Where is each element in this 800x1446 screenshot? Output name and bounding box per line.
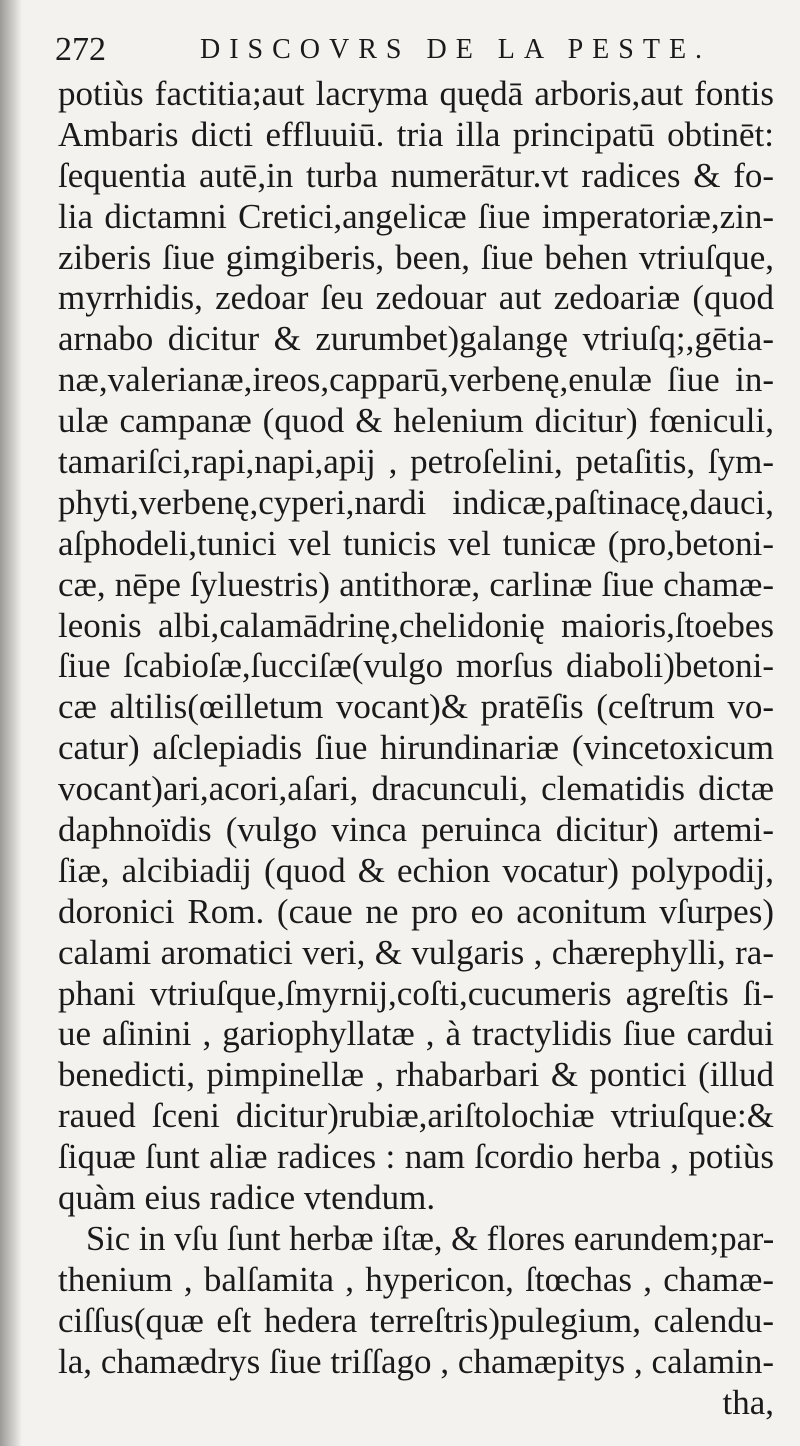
text-line: ſiquæ ſunt aliæ radices : nam ſcordio herba , potiùs <box>58 1137 774 1177</box>
text-line: phyti,verbenę,cyperi,nardi indicæ,paſtinacę,dauci, <box>58 482 774 522</box>
text-line: aſphodeli,tunici vel tunicis vel tunicæ (pro,betoni- <box>58 523 774 563</box>
text-line: ſiue ſcabioſæ,ſucciſæ(vulgo morſus diaboli)betoni- <box>58 646 774 686</box>
text-line: ulæ campanæ (quod & helenium dicitur) fœniculi, <box>58 401 774 441</box>
text-line: vocant)ari,acori,aſari, dracunculi, clematidis dictæ <box>58 769 774 809</box>
text-line: phani vtriuſque,ſmyrnij,coſti,cucumeris agreſtis ſi- <box>58 973 774 1013</box>
text-line: raued ſceni dicitur)rubiæ,ariſtolochiæ vtriuſque:& <box>58 1096 774 1136</box>
text-line: ſiæ, alcibiadij (quod & echion vocatur) polypodij, <box>58 850 774 890</box>
text-line: ſequentia autē,in turba numerātur.vt radices & fo- <box>58 155 774 195</box>
text-line: Ambaris dicti effluuiū. tria illa principatū obtinēt: <box>58 114 774 154</box>
text-line: doronici Rom. (caue ne pro eo aconitum vſurpes) <box>58 891 774 931</box>
paragraph-start-line: Sic in vſu ſunt herbæ iſtæ, & flores earundem;par- <box>86 1219 774 1258</box>
text-line: benedicti, pimpinellæ , rhabarbari & pontici (illud <box>58 1055 774 1095</box>
text-line: cæ, nēpe ſyluestris) antithoræ, carlinæ ſiue chamæ- <box>58 564 774 604</box>
page-header <box>55 26 775 70</box>
text-line: calami aromatici veri, & vulgaris , chærephylli, ra- <box>58 932 774 972</box>
text-line: myrrhidis, zedoar ſeu zedouar aut zedoariæ (quod <box>58 278 774 318</box>
text-line: arnabo dicitur & zurumbet)galangę vtriuſq;,gētia- <box>58 319 774 359</box>
text-line: tamariſci,rapi,napi,apij , petroſelini, petaſitis, ſym- <box>58 442 774 482</box>
text-line: daphnoïdis (vulgo vinca peruinca dicitur) artemi- <box>58 810 774 850</box>
page-number: 272 <box>55 31 106 68</box>
text-line: lia dictamni Cretici,angelicæ ſiue imperatoriæ,zin- <box>58 196 774 236</box>
text-line: ciſſus(quæ eſt hedera terreſtris)pulegium, calendu- <box>58 1300 774 1340</box>
text-line: ziberis ſiue gimgiberis, been, ſiue behen vtriuſque, <box>58 237 774 277</box>
running-head: DISCOVRS DE LA PESTE. <box>200 34 712 65</box>
text-line: leonis albi,calamādrinę,chelidonię maioris,ſtoebes <box>58 605 774 645</box>
catchword: tha, <box>722 1382 774 1422</box>
text-line: catur) aſclepiadis ſiue hirundinariæ (vincetoxicum <box>58 728 774 768</box>
text-line: potiùs factitia;aut lacryma quędā arboris,aut fontis <box>58 74 774 113</box>
text-line: cæ altilis(œilletum vocant)& pratēſis (ceſtrum vo- <box>58 687 774 727</box>
text-line: quàm eius radice vtendum. <box>58 1178 436 1218</box>
text-line: la, chamædrys ſiue triſſago , chamæpitys , calamin- <box>58 1341 774 1381</box>
text-line: ue aſinini , gariophyllatæ , à tractylidis ſiue cardui <box>58 1014 774 1054</box>
body-text <box>58 74 774 1423</box>
text-line: næ,valerianæ,ireos,capparū,verbenę,enulæ ſiue in- <box>58 360 774 400</box>
text-line: thenium , balſamita , hypericon, ſtœchas , chamæ- <box>58 1259 774 1299</box>
